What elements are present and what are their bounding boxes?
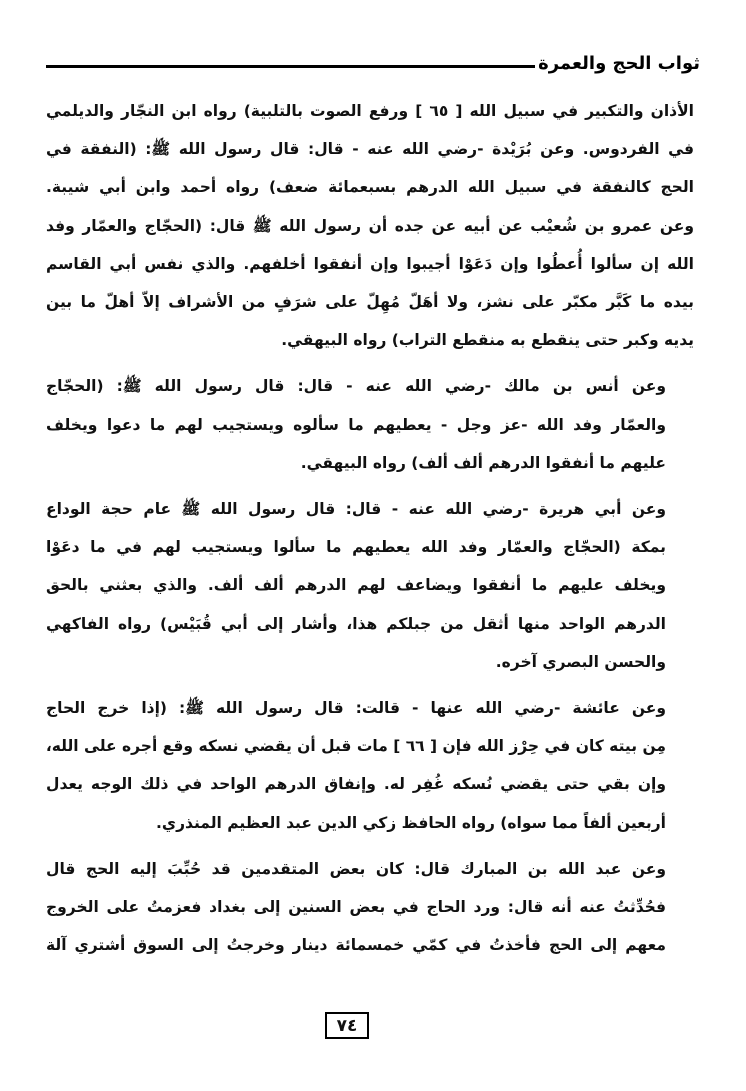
page-number-box: [325, 1012, 369, 1039]
paragraph-3: [46, 490, 694, 681]
paragraph-1: [46, 92, 694, 359]
header-rule: [46, 65, 535, 68]
text-line: فحُدِّثتُ عنه أنه قال: ورد الحاج في بعض السنين إلى بغداد فعزمتُ على الخروج: [46, 898, 666, 917]
text-line: عليهم ما أنفقوا الدرهم ألف ألف) رواه البيهقي.: [300, 453, 666, 472]
text-line: الدرهم الواحد منها أثقل من جبلكم هذا، وأشار إلى أبي قُبَيْس) رواه الفاكهي: [46, 614, 666, 633]
text-line: وعن عائشة -رضي الله عنها - قالت: قال رسول الله ﷺ: (إذا خرج الحاج: [46, 699, 666, 718]
text-line: في الفردوس. وعن بُرَيْدة -رضي الله عنه - قال: قال رسول الله ﷺ: (النفقة في: [46, 140, 694, 159]
text-line: وعن عبد الله بن المبارك قال: كان بعض المتقدمين قد حُبِّبَ إليه الحج قال: [46, 859, 666, 878]
page-number: ٧٤: [336, 1016, 358, 1036]
text-line: بمكة (الحجّاج والعمّار وفد الله يعطيهم ما سألوا ويستجيب لهم في ما دعَوْا: [46, 538, 666, 557]
text-line: مِن بيته كان في حِرْز الله فإن [ ٦٦ ] مات قبل أن يقضي نسكه وقع أجره على الله،: [46, 737, 666, 756]
text-line: معهم إلى الحج فأخذتُ في كمّي خمسمائة دينار وخرجتُ إلى السوق أشتري آلة: [46, 936, 666, 955]
paragraph-4: [46, 689, 694, 842]
header-title: ثواب الحج والعمرة: [538, 53, 700, 74]
text-line: وعن أنس بن مالك -رضي الله عنه - قال: قال رسول الله ﷺ: (الحجّاج: [46, 377, 666, 396]
text-line: ويخلف عليهم ما أنفقوا ويضاعف لهم الدرهم ألف ألف. والذي بعثني بالحق: [46, 576, 666, 595]
text-line: وإن بقي حتى يقضي نُسكه غُفِر له. وإنفاق الدرهم الواحد في ذلك الوجه يعدل: [46, 775, 666, 794]
body-text: [46, 92, 694, 964]
paragraph-5: [46, 850, 694, 965]
text-line: والعمّار وفد الله -عز وجل - يعطيهم ما سألوه ويستجيب لهم ما دعوا ويخلف: [46, 415, 666, 434]
text-line: والحسن البصري آخره.: [495, 652, 666, 671]
text-line: أربعين ألفاً مما سواه) رواه الحافظ زكي الدين عبد العظيم المنذري.: [156, 813, 666, 832]
text-line: بيده ما كَبَّر مكبّر على نشز، ولا أهَلّ مُهِلّ على شرَفٍ من الأشراف إلاّ أهلّ ما بين: [46, 293, 694, 312]
text-line: يديه وكبر حتى ينقطع به منقطع التراب) رواه البيهقي.: [281, 331, 694, 350]
text-line: وعن عمرو بن شُعيْب عن أبيه عن جده أن رسول الله ﷺ قال: (الحجّاج والعمّار وفد: [46, 216, 694, 235]
paragraph-2: [46, 367, 694, 482]
text-line: الحج كالنفقة في سبيل الله الدرهم بسبعمائة ضعف) رواه أحمد وابن أبي شيبة.: [46, 178, 694, 197]
text-line: الله إن سألوا أُعطُوا وإن دَعَوْا أجيبوا وإن أنفقوا أخلفهم. والذي نفس أبي القاسم: [46, 254, 694, 273]
running-header: [46, 44, 700, 84]
text-line: الأذان والتكبير في سبيل الله [ ٦٥ ] ورفع الصوت بالتلبية) رواه ابن النجّار والديلمي: [46, 102, 694, 120]
text-line: وعن أبي هريرة -رضي الله عنه - قال: قال رسول الله ﷺ عام حجة الوداع: [46, 500, 666, 519]
